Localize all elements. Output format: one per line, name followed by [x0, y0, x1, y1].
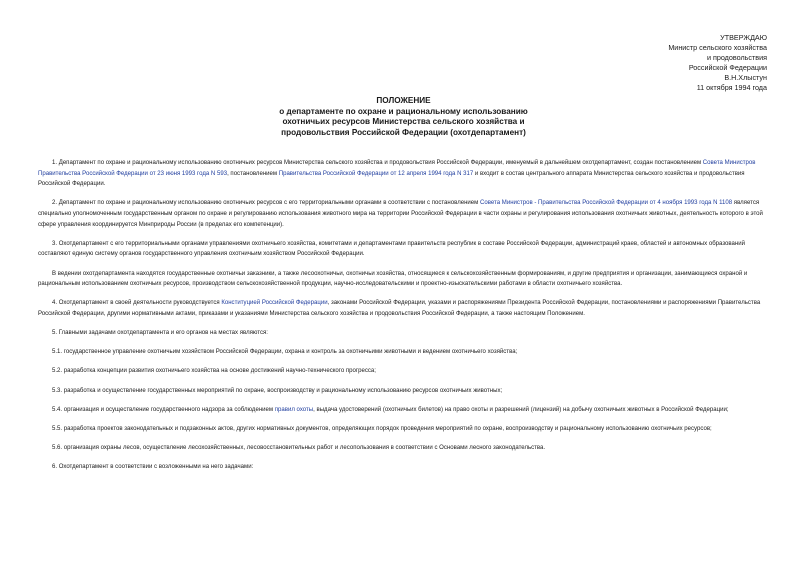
decree-link-317[interactable]: Правительства Российской Федерации от 12 апреля 1994 года N 317	[278, 170, 474, 177]
paragraph-4	[38, 298, 769, 319]
title-heading: ПОЛОЖЕНИЕ	[376, 96, 431, 105]
paragraph-3b: В ведении охотдепартамента находятся государственные охотничьи заказники, а также лесоохотничьи, охотничьи хозяйства, относящиеся к сельскохозяйственным формированиям, и другие предприятия и организации, занимающиеся охраной и рациональным использованием охотничьих ресурсов, производством сельскохозяйственной продукции, научно-исследовательскими и проектно-изыскательскими работами в области охотничьего хозяйства.	[38, 270, 748, 288]
approval-line: 11 октября 1994 года	[696, 83, 767, 93]
decree-link-1108[interactable]: Совета Министров - Правительства Российской Федерации от 4 ноября 1993 года N 1108	[480, 200, 733, 207]
decree-link-593[interactable]: Совета Министров Правительства Российской Федерации от 23 июня 1993 года N 593	[38, 160, 756, 177]
paragraph-5-4	[38, 405, 769, 416]
text: , постановлением	[227, 170, 279, 177]
paragraph-5-3: 5.3. разработка и осуществление государственных мероприятий по охране, воспроизводству и рациональному использованию ресурсов охотничьих животных;	[52, 387, 503, 394]
paragraph-3: 3. Охотдепартамент с его территориальными органами управлениями охотничьего хозяйства, комитетами и департаментами правительств республик в составе Российской Федерации, администраций краев, областей и автономных образований составляют единую систему органов государственного управления охотничьим хозяйством Российской Федерации.	[38, 240, 745, 258]
hunting-rules-link[interactable]: правил охоты	[274, 406, 314, 413]
paragraph-6: 6. Охотдепартамент в соответствии с возложенными на него задачами:	[52, 464, 254, 471]
paragraph-5-6: 5.6. организация охраны лесов, осуществление лесохозяйственных, лесовосстановительных работ и лесопользования в соответствии с Основами лесного законодательства.	[52, 445, 546, 452]
text: 4. Охотдепартамент в своей деятельности руководствуется	[52, 300, 222, 307]
approval-block	[668, 33, 767, 94]
text: 1. Департамент по охране и рациональному использованию охотничьих ресурсов Министерства сельского хозяйства и продовольствия Российской Федерации, именуемый в дальнейшем охотдепартамент, создан постановлением	[52, 160, 703, 166]
title-line: охотничьих ресурсов Министерства сельского хозяйства и	[282, 117, 525, 127]
text: , законами Российской Федерации, указами и распоряжениями Президента Российской Федерации, постановлениями и распоряжениями Правительства Российской Федерации, другими нормативными актами, приказами и указаниями Министерства сельского хозяйства и продовольствия Российской Федерации, а также настоящим Положением.	[38, 300, 761, 317]
text: и входит в состав центрального аппарата Министерства сельского хозяйства и продовольствия Российской Федерации.	[38, 170, 745, 188]
text: 5.4. организация и осуществление государственного надзора за соблюдением	[52, 406, 275, 413]
approval-line: и продовольствия	[706, 53, 767, 63]
paragraph-5: 5. Главными задачами охотдепартамента и его органов на местах являются:	[52, 330, 268, 337]
document-title	[0, 96, 807, 138]
approval-line: Министр сельского хозяйства	[668, 43, 767, 53]
approval-line: В.Н.Хлыстун	[724, 73, 767, 83]
text: 2. Департамент по охране и рациональному использованию охотничьих ресурсов с его территориальными органами в соответствии с постановлением	[52, 200, 481, 207]
approval-line: Российской Федерации	[688, 63, 767, 73]
title-line: продовольствия Российской Федерации (охотдепартамент)	[281, 127, 526, 137]
paragraph-5-2: 5.2. разработка концепции развития охотничьего хозяйства на основе достижений научно-технического прогресса;	[52, 368, 376, 375]
paragraph-2	[38, 198, 769, 230]
approval-line: УТВЕРЖДАЮ	[720, 33, 767, 42]
text: является специально уполномоченным государственным органом по охране и регулированию использования животного мира на территории Российской Федерации в части охраны и регулирования использования охотничьих животных, деятельность которого в этой сфере управления координируется Минприроды России (в пределах его компетенции).	[38, 200, 763, 228]
paragraph-5-5: 5.5. разработка проектов законодательных и подзаконных актов, других нормативных документов, определяющих порядок проведения мероприятий по охране, воспроизводству и рациональному использованию охотничьих ресурсов;	[52, 426, 712, 433]
constitution-link[interactable]: Конституцией Российской Федерации	[221, 300, 328, 307]
paragraph-1	[38, 158, 769, 190]
document-body	[38, 158, 769, 473]
paragraph-5-1: 5.1. государственное управление охотничьим хозяйством Российской Федерации, охрана и контроль за охотничьими животными и ведением охотничьего хозяйства;	[52, 349, 518, 356]
title-line: о департаменте по охране и рациональному использованию	[279, 106, 528, 116]
text: , выдача удостоверений (охотничьих билетов) на право охоты и разрешений (лицензий) на добычу охотничьих животных в Российской Федерации;	[313, 406, 729, 413]
